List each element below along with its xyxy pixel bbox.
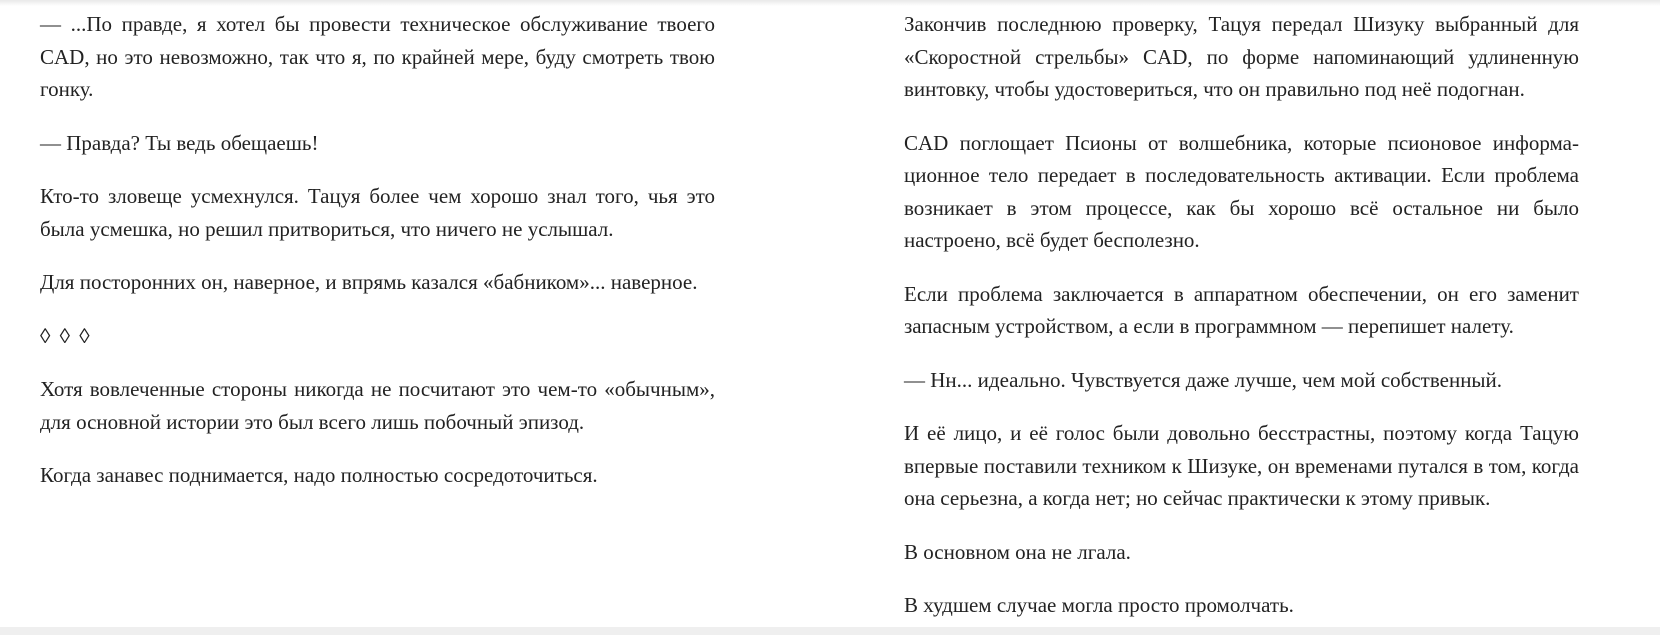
paragraph: Хотя вовлеченные стороны никогда не посчитают это чем-то «обычным», для основной истории это был всего лишь побочный эпизод.: [40, 377, 715, 434]
paragraph: Для посторонних он, наверное, и впрямь казался «бабником»... наверное.: [40, 270, 698, 294]
paragraph: И её лицо, и её голос были довольно бесстрастны, поэтому когда Тацую впервые поставили техником к Шизуке, он временами путался в том, когда она серьезна, а когда нет; но сейчас практически к этому привык.: [904, 421, 1579, 510]
paragraph: Если проблема заключается в аппаратном обеспечении, он его заменит запасным устройством, а если в программном — перепишет налету.: [904, 281, 1579, 338]
top-edge-shadow: [0, 0, 1660, 6]
paragraph: Когда занавес поднимается, надо полностью сосредоточиться.: [40, 463, 598, 487]
paragraph: CAD поглощает Псионы от волшебника, которые псионовое информационное тело передает в последовательность активации. Если проблема возникает в этом процессе, как бы хорошо всё остальное ни было настроено, всё будет бесполезно.: [904, 130, 1579, 252]
paragraph: Кто-то зловеще усмехнулся. Тацуя более чем хорошо знал того, чья это была усмешка, но решил притвориться, что ничего не услышал.: [40, 184, 715, 241]
paragraph: Закончив последнюю проверку, Тацуя передал Шизуку выбранный для «Скоростной стрельбы» CAD, по форме напоминающий удлиненную винтовку, чтобы удостовериться, что он правильно под неё подогнан.: [904, 12, 1579, 101]
paragraph: — Правда? Ты ведь обещаешь!: [40, 130, 319, 155]
right-page-column: [904, 8, 1579, 643]
paragraph: — Нн... идеально. Чувствуется даже лучше, чем мой собственный.: [904, 367, 1503, 392]
left-page-column: [40, 8, 715, 513]
bottom-edge-bar: [0, 627, 1660, 635]
paragraph: В худшем случае могла просто промолчать.: [904, 593, 1294, 617]
section-divider: ◊ ◊ ◊: [40, 323, 92, 348]
paragraph: — ...По правде, я хотел бы провести техническое обслуживание твоего CAD, но это невозможно, так что я, по крайней мере, буду смотреть твою гонку.: [40, 12, 715, 101]
paragraph: В основном она не лгала.: [904, 539, 1131, 564]
